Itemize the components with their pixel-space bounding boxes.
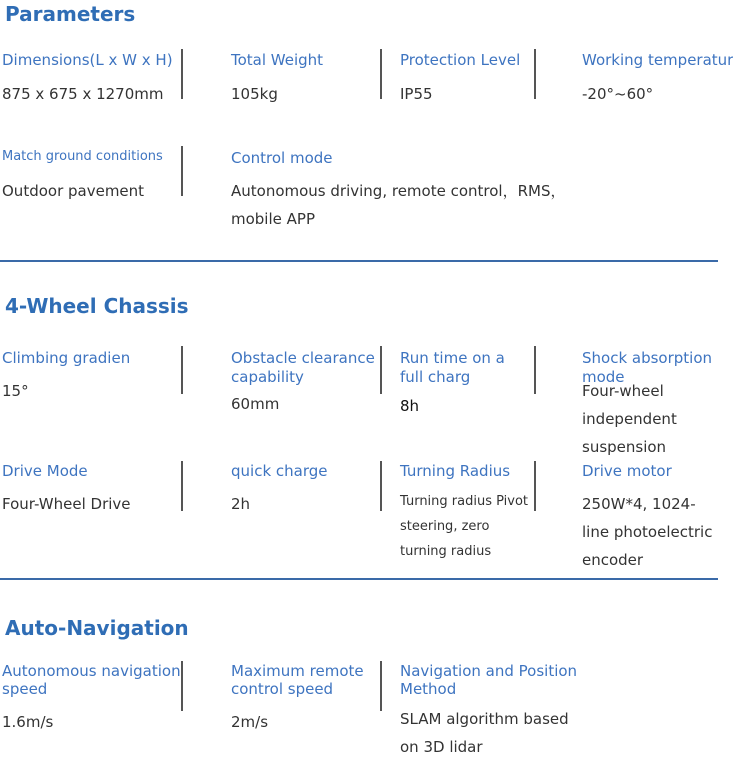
dimensions-label: Dimensions(L x W x H)	[2, 51, 173, 69]
ground-conditions-value: Outdoor pavement	[2, 182, 145, 200]
run-time-value: 8h	[400, 397, 420, 415]
column-divider	[181, 146, 183, 196]
obstacle-label-line1: Obstacle clearance	[231, 349, 375, 367]
working-temperature-label: Working temperatur	[582, 51, 733, 69]
turning-radius-value-line1: Turning radius Pivot	[400, 494, 529, 509]
column-divider	[181, 346, 183, 394]
column-divider	[380, 346, 382, 394]
nav-speed-label-line1: Autonomous navigation	[2, 662, 181, 680]
quick-charge-label: quick charge	[231, 462, 328, 480]
run-time-label-line1: Run time on a	[400, 349, 505, 367]
column-divider	[181, 661, 183, 711]
turning-radius-value-line3: turning radius	[400, 544, 492, 559]
column-divider	[380, 49, 382, 99]
climbing-label: Climbing gradien	[2, 349, 131, 367]
column-divider	[181, 461, 183, 511]
shock-label-line2: mode	[582, 368, 625, 386]
remote-speed-label-line1: Maximum remote	[231, 662, 364, 680]
remote-speed-label-line2: control speed	[231, 680, 334, 698]
remote-speed-value: 2m/s	[231, 713, 269, 731]
nav-method-label-line2: Method	[400, 680, 457, 698]
ground-conditions-label: Match ground conditions	[2, 149, 163, 164]
quick-charge-value: 2h	[231, 495, 251, 513]
column-divider	[534, 346, 536, 394]
control-mode-value-line2: mobile APP	[231, 210, 315, 228]
working-temperature-value: -20°~60°	[582, 85, 654, 103]
nav-speed-label-line2: speed	[2, 680, 48, 698]
section-divider	[0, 260, 718, 262]
obstacle-label-line2: capability	[231, 368, 304, 386]
column-divider	[380, 661, 382, 711]
turning-radius-label: Turning Radius	[400, 462, 511, 480]
total-weight-value: 105kg	[231, 85, 278, 103]
climbing-value: 15°	[2, 382, 29, 400]
shock-value-line1: Four-wheel	[582, 382, 664, 400]
drive-mode-value: Four-Wheel Drive	[2, 495, 131, 513]
column-divider	[181, 49, 183, 99]
shock-value-line2: independent	[582, 410, 677, 428]
nav-method-value-line2: on 3D lidar	[400, 738, 483, 756]
nav-method-label-line1: Navigation and Position	[400, 662, 578, 680]
control-mode-label: Control mode	[231, 149, 333, 167]
nav-speed-value: 1.6m/s	[2, 713, 54, 731]
drive-motor-value-line1: 250W*4, 1024-	[582, 495, 696, 513]
column-divider	[534, 461, 536, 511]
protection-level-value: IP55	[400, 85, 433, 103]
drive-motor-label: Drive motor	[582, 462, 672, 480]
total-weight-label: Total Weight	[231, 51, 324, 69]
turning-radius-value-line2: steering, zero	[400, 519, 490, 534]
protection-level-label: Protection Level	[400, 51, 521, 69]
section-title-navigation: Auto-Navigation	[5, 616, 189, 640]
run-time-label-line2: full charg	[400, 368, 471, 386]
drive-motor-value-line2: line photoelectric	[582, 523, 713, 541]
shock-label-line1: Shock absorption	[582, 349, 713, 367]
drive-mode-label: Drive Mode	[2, 462, 88, 480]
obstacle-value: 60mm	[231, 395, 280, 413]
nav-method-value-line1: SLAM algorithm based	[400, 710, 569, 728]
section-title-parameters: Parameters	[5, 2, 136, 26]
drive-motor-value-line3: encoder	[582, 551, 644, 569]
shock-value-line3: suspension	[582, 438, 667, 456]
dimensions-value: 875 x 675 x 1270mm	[2, 85, 164, 103]
section-divider	[0, 578, 718, 580]
column-divider	[380, 461, 382, 511]
control-mode-value-line1: Autonomous driving, remote control，RMS，	[231, 182, 566, 200]
section-title-chassis: 4-Wheel Chassis	[5, 294, 189, 318]
column-divider	[534, 49, 536, 99]
